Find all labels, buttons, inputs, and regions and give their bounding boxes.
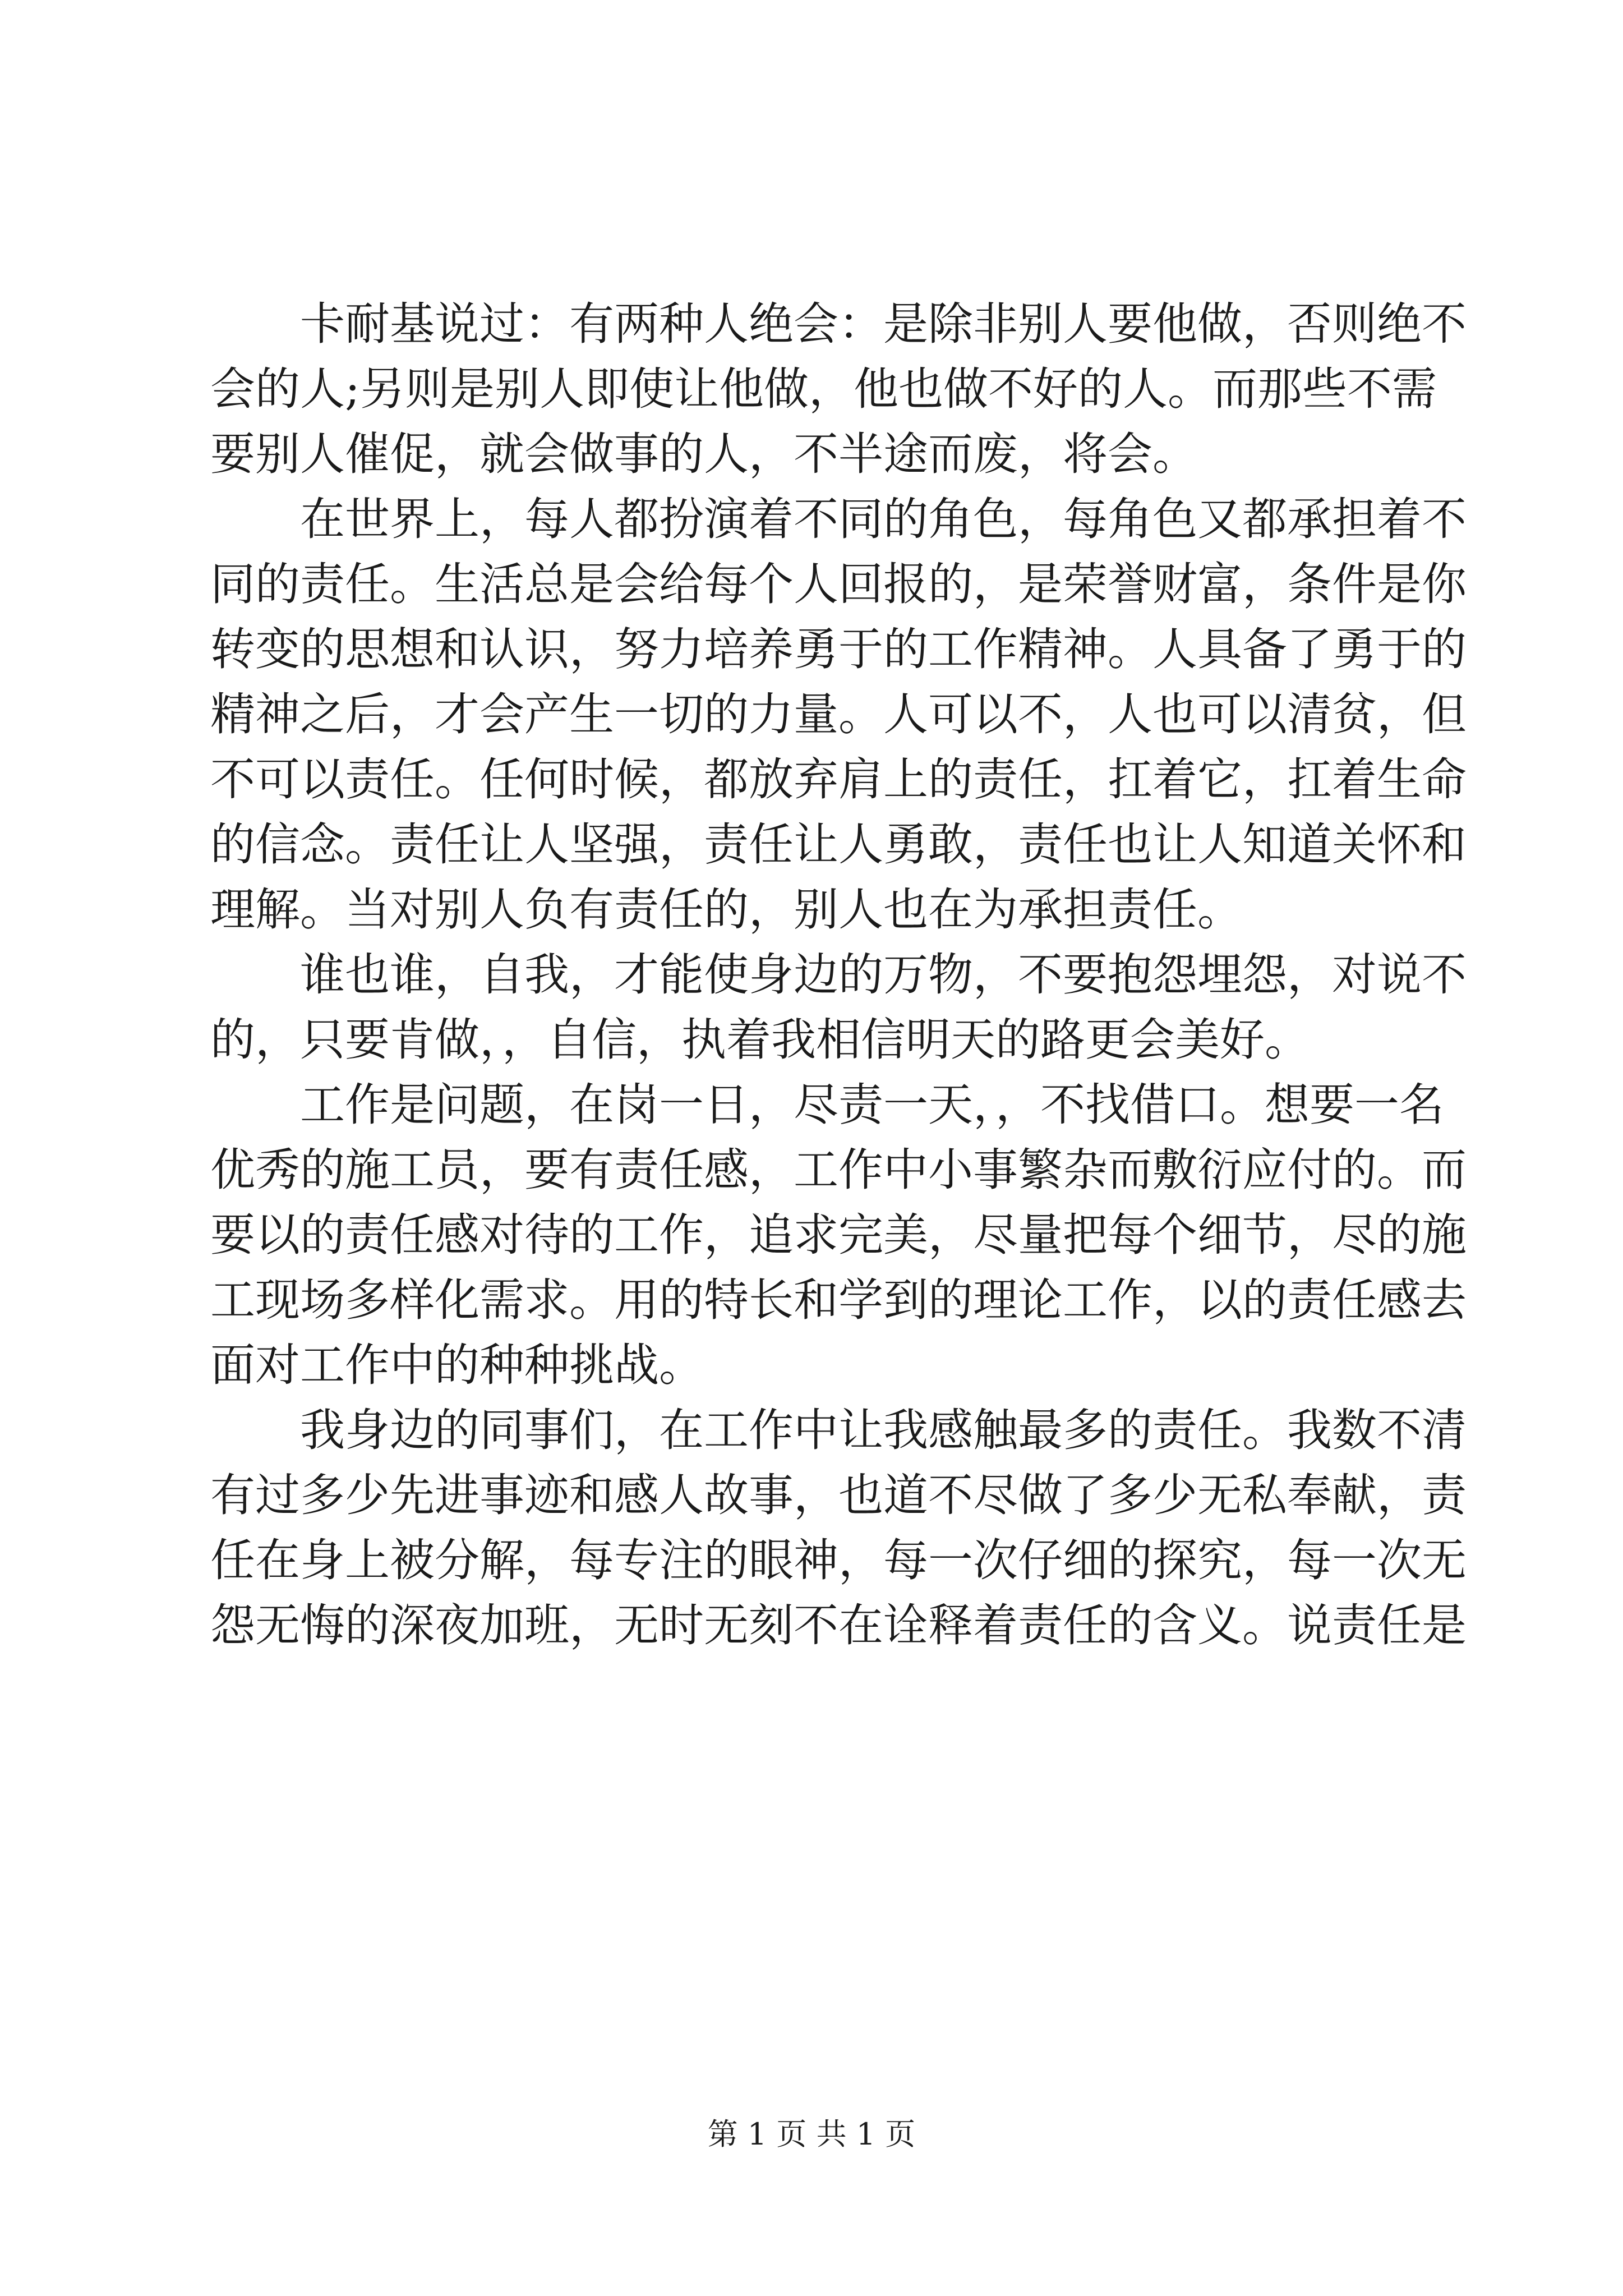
paragraph-1-line-2: 会的人;另则是别人即使让他做，他也做不好的人。而那些不需 — [210, 363, 1437, 415]
paragraph-3-line-1: 谁也谁，自我，才能使身边的万物，不要抱怨埋怨，对说不 — [300, 949, 1467, 1001]
paragraph-4-line-5: 面对工作中的种种挑战。 — [210, 1339, 704, 1391]
paragraph-5-line-1: 我身边的同事们，在工作中让我感触最多的责任。我数不清 — [300, 1404, 1467, 1456]
paragraph-2-line-3: 转变的思想和认识，努力培养勇于的工作精神。人具备了勇于的 — [210, 623, 1467, 675]
paragraph-4-line-4: 工现场多样化需求。用的特长和学到的理论工作，以的责任感去 — [210, 1274, 1467, 1326]
paragraph-2-line-4: 精神之后，才会产生一切的力量。人可以不，人也可以清贫，但 — [210, 688, 1467, 740]
paragraph-2-line-2: 同的责任。生活总是会给每个人回报的，是荣誉财富，条件是你 — [210, 558, 1467, 610]
paragraph-5-line-4: 怨无悔的深夜加班，无时无刻不在诠释着责任的含义。说责任是 — [210, 1599, 1467, 1651]
paragraph-2-line-6: 的信念。责任让人坚强，责任让人勇敢，责任也让人知道关怀和 — [210, 818, 1467, 871]
paragraph-1-line-1: 卡耐基说过：有两种人绝会：是除非别人要他做，否则绝不 — [300, 298, 1467, 350]
paragraph-1-line-3: 要别人催促，就会做事的人，不半途而废，将会。 — [210, 428, 1197, 480]
paragraph-4-line-2: 优秀的施工员，要有责任感，工作中小事繁杂而敷衍应付的。而 — [210, 1144, 1467, 1196]
document-body — [210, 292, 1467, 1658]
page-number-footer: 第 1 页 共 1 页 — [707, 2116, 916, 2152]
paragraph-2-line-1: 在世界上，每人都扮演着不同的角色，每角色又都承担着不 — [300, 493, 1467, 545]
paragraph-2-line-7: 理解。当对别人负有责任的，别人也在为承担责任。 — [210, 884, 1242, 936]
paragraph-5-line-3: 任在身上被分解，每专注的眼神，每一次仔细的探究，每一次无 — [210, 1534, 1467, 1586]
paragraph-2-line-5: 不可以责任。任何时候，都放弃肩上的责任，扛着它，扛着生命 — [210, 753, 1467, 806]
paragraph-4-line-3: 要以的责任感对待的工作，追求完美，尽量把每个细节，尽的施 — [210, 1209, 1467, 1261]
paragraph-5-line-2: 有过多少先进事迹和感人故事，也道不尽做了多少无私奉献，责 — [210, 1469, 1467, 1521]
paragraph-3-line-2: 的，只要肯做，，自信，执着我相信明天的路更会美好。 — [210, 1014, 1310, 1066]
paragraph-4-line-1: 工作是问题，在岗一日，尽责一天，，不找借口。想要一名 — [300, 1079, 1444, 1131]
